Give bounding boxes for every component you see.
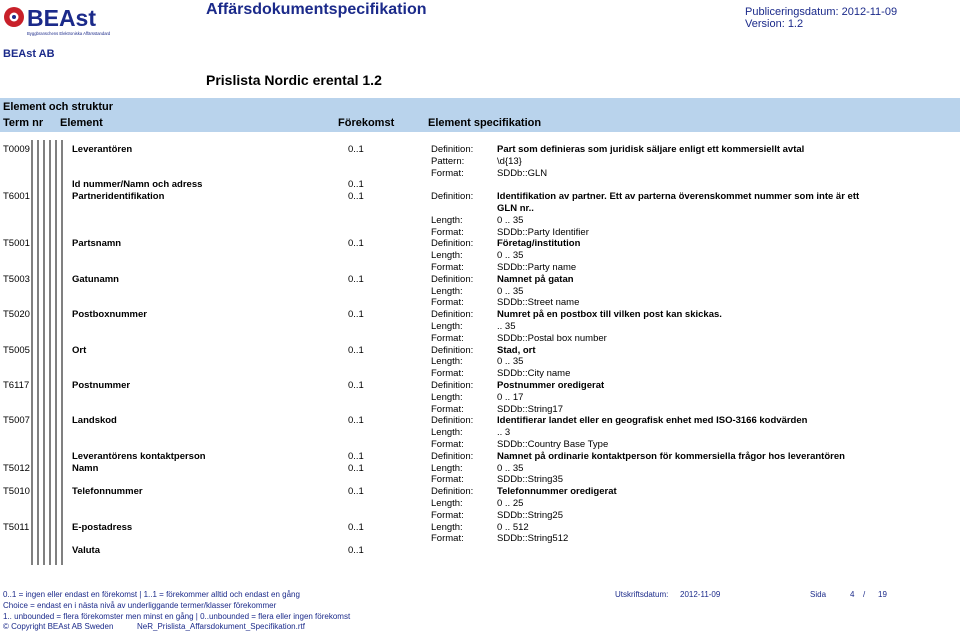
spec-key: Format: [431, 262, 464, 273]
section-heading: Element och struktur [3, 101, 114, 113]
element-name: Leverantören [72, 144, 133, 155]
spec-value: SDDb::String17 [497, 403, 564, 415]
table-row [0, 309, 960, 321]
spec-key: Format: [431, 332, 464, 344]
table-row [0, 203, 960, 215]
term-number: T5012 [3, 462, 30, 474]
spec-key: Length: [431, 498, 463, 509]
table-row [0, 321, 960, 333]
spec-value: 0 .. 512 [497, 521, 529, 533]
spec-key: Format: [431, 474, 464, 486]
spec-key: Length: [431, 462, 463, 474]
spec-value: Numret på en postbox till vilken post kan skickas. [497, 309, 722, 321]
logo-text: BEAst [27, 5, 97, 31]
term-number: T6117 [3, 380, 30, 391]
table-row [0, 463, 960, 475]
table-row [0, 415, 960, 427]
occurrence: 0..1 [348, 450, 364, 462]
element-name: Postboxnummer [72, 309, 147, 321]
table-row [0, 345, 960, 357]
spec-value: Part som definieras som juridisk säljare enligt ett kommersiellt avtal [497, 144, 805, 155]
spec-key: Length: [431, 427, 463, 439]
organization: BEAst AB [3, 48, 55, 60]
element-name: Namn [72, 462, 99, 474]
element-name: Ort [72, 344, 87, 356]
print-date: 2012-11-09 [680, 590, 721, 599]
occurrence: 0..1 [348, 191, 364, 203]
table-row [0, 368, 960, 380]
element-name: Postnummer [72, 380, 131, 391]
publication-label: Publiceringsdatum: [745, 6, 839, 18]
spec-key: Definition: [431, 344, 474, 356]
publication-value: 2012-11-09 [841, 6, 898, 18]
spec-key: Length: [431, 391, 463, 403]
legend-line-1: 0..1 = ingen eller endast en förekomst | 1..1 = förekommer alltid och endast en gång [3, 590, 300, 599]
spec-key: Length: [431, 321, 463, 332]
term-number: T5020 [3, 309, 30, 321]
spec-value: 0 .. 17 [497, 391, 524, 403]
element-name: Id nummer/Namn och adress [72, 179, 203, 191]
spec-key: Length: [431, 285, 463, 297]
occurrence: 0..1 [348, 545, 364, 557]
version [745, 18, 803, 30]
spec-key: Length: [431, 214, 463, 226]
spec-value: SDDb::Street name [497, 297, 580, 309]
document-title: Affärsdokumentspecifikation [206, 1, 427, 18]
page-number: 4 [850, 590, 855, 599]
table-row [0, 392, 960, 404]
page-label: Sida [810, 590, 827, 599]
spec-value: 0 .. 35 [497, 250, 524, 262]
column-element: Element [60, 117, 103, 129]
table-row [0, 156, 960, 168]
occurrence: 0..1 [348, 380, 364, 391]
occurrence: 0..1 [348, 486, 364, 498]
element-name: Gatunamn [72, 273, 119, 285]
spec-key: Format: [431, 439, 464, 450]
table-row [0, 227, 960, 239]
spec-key: Definition: [431, 273, 474, 285]
spec-value: SDDb::Postal box number [497, 332, 607, 344]
table-row [0, 191, 960, 203]
spec-value: SDDb::City name [497, 368, 571, 380]
term-number: T5005 [3, 344, 30, 356]
version-label: Version: [745, 18, 785, 30]
element-name: Landskod [72, 415, 117, 427]
spec-value: 0 .. 35 [497, 285, 524, 297]
spec-value: Identifikation av partner. Ett av parterna överenskommet nummer som inte är ett [497, 191, 860, 203]
table-row [0, 451, 960, 463]
beast-logo [2, 2, 111, 40]
table-row [0, 380, 960, 392]
spec-key: Length: [431, 356, 463, 368]
table-row [0, 215, 960, 227]
spec-key: Format: [431, 226, 464, 238]
spec-value: .. 35 [497, 321, 516, 332]
spec-key: Definition: [431, 309, 474, 321]
table-row [0, 474, 960, 486]
table-row [0, 238, 960, 250]
table-row [0, 168, 960, 180]
element-name: E-postadress [72, 521, 133, 533]
occurrence: 0..1 [348, 521, 364, 533]
page-separator: / [863, 590, 866, 599]
spec-key: Definition: [431, 144, 474, 155]
spec-key: Definition: [431, 415, 474, 427]
spec-value: Telefonnummer oredigerat [497, 486, 617, 498]
table-row [0, 533, 960, 545]
copyright: © Copyright BEAst AB Sweden [3, 622, 114, 631]
table-row [0, 439, 960, 451]
spec-value: SDDb::Party name [497, 262, 577, 273]
spec-value: SDDb::Party Identifier [497, 226, 589, 238]
spec-value: Identifierar landet eller en geografisk enhet med ISO-3166 kodvärden [497, 415, 808, 427]
table-row [0, 262, 960, 274]
spec-value: Företag/institution [497, 238, 581, 250]
spec-key: Pattern: [431, 155, 465, 167]
spec-key: Format: [431, 403, 464, 415]
table-row [0, 522, 960, 534]
term-number: T6001 [3, 191, 30, 203]
table-row [0, 498, 960, 510]
legend-line-2: Choice = endast en i nästa nivå av underliggande termer/klasser förekommer [3, 601, 277, 610]
spec-value: Stad, ort [497, 344, 536, 356]
table-row [0, 404, 960, 416]
occurrence: 0..1 [348, 179, 364, 191]
table-row [0, 356, 960, 368]
element-name: Valuta [72, 545, 100, 557]
term-number: T5003 [3, 273, 30, 285]
publication-date [745, 6, 897, 18]
occurrence: 0..1 [348, 309, 364, 321]
element-name: Leverantörens kontaktperson [72, 450, 206, 462]
term-number: T5001 [3, 238, 30, 250]
spec-key: Definition: [431, 450, 474, 462]
spec-key: Format: [431, 533, 464, 545]
element-name: Telefonnummer [72, 486, 143, 498]
page-subtitle: Prislista Nordic erental 1.2 [206, 72, 382, 88]
spec-value: \d{13} [497, 155, 522, 167]
logo-tagline: Byggbranschens Elektroniska Affärsstandard [27, 31, 111, 36]
table-row [0, 286, 960, 298]
table-row [0, 427, 960, 439]
term-number: T5011 [3, 521, 30, 533]
term-number: T5007 [3, 415, 30, 427]
spec-key: Definition: [431, 238, 474, 250]
spec-value: Postnummer oredigerat [497, 380, 605, 391]
spec-key: Definition: [431, 191, 474, 203]
spec-value: 0 .. 35 [497, 214, 524, 226]
spec-key: Format: [431, 297, 464, 309]
spec-value: .. 3 [497, 427, 511, 439]
spec-key: Length: [431, 250, 463, 262]
spec-key: Definition: [431, 380, 474, 391]
table-row [0, 333, 960, 345]
table-row [0, 510, 960, 522]
occurrence: 0..1 [348, 344, 364, 356]
spec-value: SDDb::String35 [497, 474, 564, 486]
spec-value: SDDb::Country Base Type [497, 439, 609, 450]
version-value: 1.2 [787, 18, 804, 30]
column-term-nr: Term nr [3, 117, 44, 129]
spec-value: Namnet på ordinarie kontaktperson för kommersiella frågor hos leverantören [497, 450, 845, 462]
spec-key: Format: [431, 509, 464, 521]
spec-key: Length: [431, 521, 463, 533]
table-row [0, 545, 960, 557]
spec-value: SDDb::String25 [497, 509, 564, 521]
spec-key: Format: [431, 167, 464, 179]
table-row [0, 297, 960, 309]
column-occurrence: Förekomst [338, 117, 395, 129]
spec-value: GLN nr.. [497, 203, 534, 214]
term-number: T0009 [3, 144, 30, 155]
table-row [0, 179, 960, 191]
page-total: 19 [878, 590, 887, 599]
legend-line-3: 1.. unbounded = flera förekomster men minst en gång | 0..unbounded = flera eller ingen förekomst [3, 612, 351, 621]
table-row [0, 250, 960, 262]
table-row [0, 274, 960, 286]
occurrence: 0..1 [348, 462, 364, 474]
spec-value: 0 .. 25 [497, 498, 524, 509]
spec-key: Definition: [431, 486, 474, 498]
element-name: Partsnamn [72, 238, 122, 250]
table-row [0, 486, 960, 498]
file-name: NeR_Prislista_Affarsdokument_Specifikation.rtf [137, 622, 305, 631]
column-spec: Element specifikation [428, 117, 542, 129]
spec-value: SDDb::String512 [497, 533, 569, 545]
spec-value: 0 .. 35 [497, 356, 524, 368]
spec-value: Namnet på gatan [497, 273, 574, 285]
occurrence: 0..1 [348, 238, 364, 250]
element-name: Partneridentifikation [72, 191, 165, 203]
occurrence: 0..1 [348, 415, 364, 427]
spec-value: SDDb::GLN [497, 167, 548, 179]
occurrence: 0..1 [348, 273, 364, 285]
term-number: T5010 [3, 486, 30, 498]
table-row [0, 144, 960, 156]
spec-value: 0 .. 35 [497, 462, 524, 474]
spec-key: Format: [431, 368, 464, 380]
print-date-label: Utskriftsdatum: [615, 590, 669, 599]
occurrence: 0..1 [348, 144, 364, 155]
